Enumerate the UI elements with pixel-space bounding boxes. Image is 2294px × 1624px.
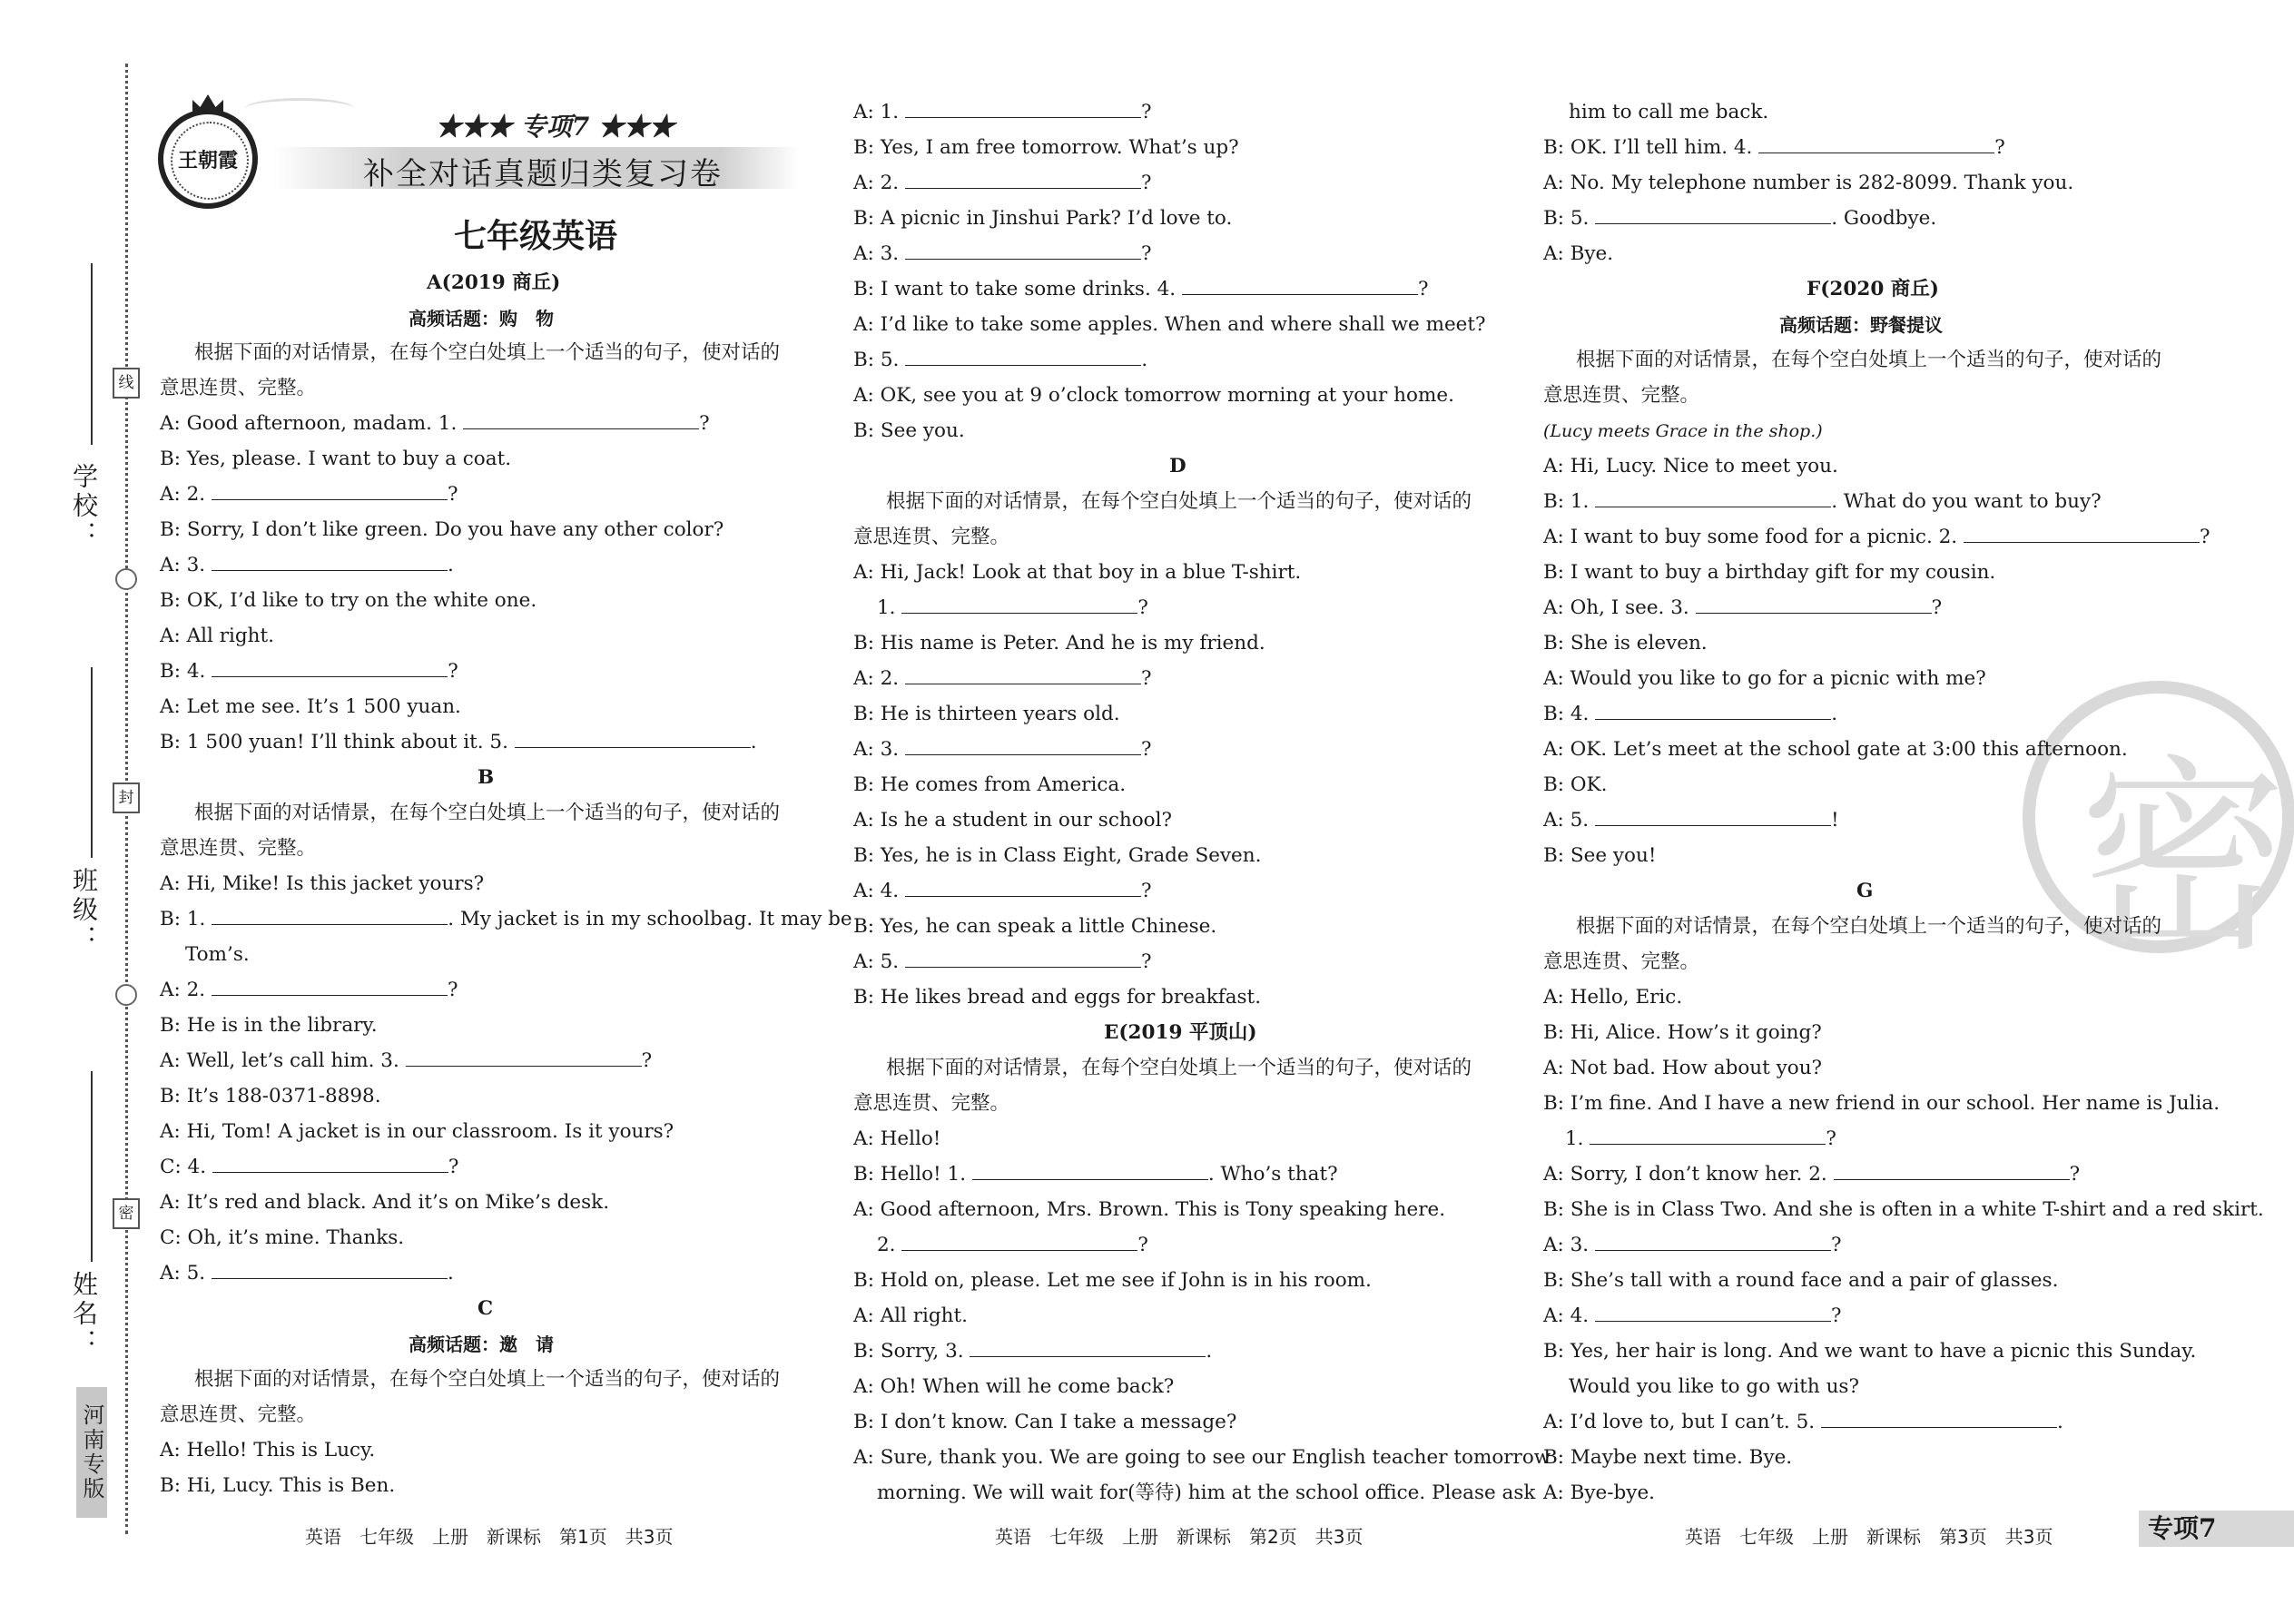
- binding-margin: [0, 0, 134, 1624]
- answer-blank[interactable]: [212, 1260, 448, 1279]
- answer-blank[interactable]: [901, 1232, 1137, 1251]
- section-d-heading: D: [1169, 455, 1186, 477]
- dialog-line: A: Hi, Mike! Is this jacket yours?: [160, 872, 485, 895]
- dialog-line: A: 5. ?: [853, 950, 1152, 973]
- dialog-line: B: Yes, I am free tomorrow. What’s up?: [853, 136, 1239, 159]
- answer-blank[interactable]: [406, 1048, 642, 1067]
- dialog-line: B: 5. .: [853, 349, 1148, 371]
- answer-blank[interactable]: [905, 878, 1141, 897]
- answer-blank[interactable]: [905, 736, 1141, 755]
- dialog-line: B: She is in Class Two. And she is often in a white T-shirt and a red skirt.: [1543, 1198, 2264, 1221]
- section-b-heading: B: [478, 766, 495, 789]
- dialog-line: B: OK, I’d like to try on the white one.: [160, 589, 537, 612]
- section-g-heading: G: [1856, 880, 1874, 902]
- dialog-line: A: Would you like to go for a picnic with me?: [1543, 667, 1986, 690]
- dialog-line: B: 1 500 yuan! I’ll think about it. 5. .: [160, 731, 757, 753]
- dialog-line: B: She’s tall with a round face and a pair of glasses.: [1543, 1269, 2059, 1292]
- dialog-line: B: Yes, her hair is long. And we want to have a picnic this Sunday.: [1543, 1340, 2197, 1363]
- dialog-line: B: He likes bread and eggs for breakfast.: [853, 986, 1262, 1009]
- class-field-line: [91, 667, 93, 858]
- dialog-line: A: Bye-bye.: [1543, 1481, 1656, 1504]
- dialog-line: A: Not bad. How about you?: [1543, 1057, 1823, 1079]
- instruction-g: 根据下面的对话情景，在每个空白处填上一个适当的句子，使对话的: [1576, 915, 2162, 938]
- dialog-line: B: OK.: [1543, 773, 1608, 796]
- banner-title: 补全对话真题归类复习卷: [363, 156, 723, 192]
- dialog-line: B: 4. .: [1543, 703, 1838, 725]
- section-e-heading: E(2019 平顶山): [1104, 1021, 1257, 1044]
- dialog-line: A: Hi, Lucy. Nice to meet you.: [1543, 455, 1838, 477]
- instruction-a-cont: 意思连贯、完整。: [160, 377, 317, 399]
- dialog-line: A: Well, let’s call him. 3. ?: [160, 1049, 653, 1072]
- dialog-line: A: Let me see. It’s 1 500 yuan.: [160, 695, 461, 718]
- dialog-line: 2. ?: [877, 1234, 1148, 1256]
- dialog-line: B: She is eleven.: [1543, 632, 1708, 655]
- dialog-line: A: OK, see you at 9 o’clock tomorrow morning at your home.: [853, 384, 1454, 407]
- page-footer-2: 英语 七年级 上册 新课标 第2页 共3页: [995, 1526, 1364, 1548]
- answer-blank[interactable]: [212, 481, 448, 500]
- dialog-line: A: Hi, Tom! A jacket is in our classroom. Is it yours?: [160, 1120, 674, 1143]
- dialog-line: B: He comes from America.: [853, 773, 1127, 796]
- dialog-line: B: I don’t know. Can I take a message?: [853, 1411, 1237, 1433]
- logo-text: 王朝霞: [177, 149, 238, 172]
- dialog-line: A: 2. ?: [160, 483, 458, 506]
- seal-char-secret: 密: [113, 1198, 140, 1229]
- stars-title: ★★★ 专项7 ★★★: [436, 112, 674, 142]
- instruction-e: 根据下面的对话情景，在每个空白处填上一个适当的句子，使对话的: [886, 1057, 1472, 1079]
- crown-icon: [192, 94, 223, 113]
- dialog-line: B: I want to buy a birthday gift for my cousin.: [1543, 561, 1996, 584]
- dialog-line: A: 2. ?: [853, 172, 1152, 194]
- edition-badge: 河南专版: [76, 1387, 107, 1518]
- dialog-line: 1. ?: [877, 596, 1148, 619]
- instruction-e-cont: 意思连贯、完整。: [853, 1092, 1010, 1115]
- dialog-line: A: 3. ?: [1543, 1234, 1842, 1256]
- dialog-line: B: Sorry, I don’t like green. Do you have any other color?: [160, 518, 724, 541]
- answer-blank[interactable]: [905, 241, 1141, 260]
- name-label: 姓名：: [69, 1271, 99, 1358]
- watermark-glyph-icon: 密: [2079, 738, 2289, 980]
- answer-blank[interactable]: [1595, 1232, 1831, 1251]
- instruction-f-cont: 意思连贯、完整。: [1543, 384, 1700, 407]
- instruction-f: 根据下面的对话情景，在每个空白处填上一个适当的句子，使对话的: [1576, 349, 2162, 371]
- answer-blank[interactable]: [1595, 701, 1831, 720]
- section-c-topic: 高频话题：邀 请: [409, 1334, 554, 1355]
- dialog-line: A: Good afternoon, Mrs. Brown. This is Tony speaking here.: [853, 1198, 1446, 1221]
- dialog-line: A: Oh, I see. 3. ?: [1543, 596, 1943, 619]
- answer-blank[interactable]: [901, 595, 1137, 614]
- answer-blank[interactable]: [905, 347, 1141, 366]
- dialog-line: A: Hi, Jack! Look at that boy in a blue T-shirt.: [853, 561, 1302, 584]
- dialog-line: B: OK. I’ll tell him. 4. ?: [1543, 136, 2005, 159]
- dialog-line: A: OK. Let’s meet at the school gate at 3:00 this afternoon.: [1543, 738, 2128, 761]
- dialog-line: A: Hello, Eric.: [1543, 986, 1683, 1009]
- dialog-line: A: 3. ?: [853, 738, 1152, 761]
- dialog-line: A: 3. ?: [853, 242, 1152, 265]
- instruction-c-cont: 意思连贯、完整。: [160, 1403, 317, 1426]
- instruction-a: 根据下面的对话情景，在每个空白处填上一个适当的句子，使对话的: [194, 341, 781, 364]
- instruction-d-cont: 意思连贯、完整。: [853, 526, 1010, 548]
- dialog-line: B: Hi, Lucy. This is Ben.: [160, 1474, 396, 1497]
- dialog-line: B: His name is Peter. And he is my friend.: [853, 632, 1265, 655]
- binding-hole-icon: [115, 568, 137, 590]
- answer-blank[interactable]: [212, 552, 448, 571]
- answer-blank[interactable]: [1821, 1409, 2057, 1428]
- answer-blank[interactable]: [212, 1154, 448, 1173]
- scene-note: (Lucy meets Grace in the shop.): [1543, 421, 1823, 441]
- dialog-line: A: 5. .: [160, 1262, 454, 1284]
- dialog-line: B: 5. . Goodbye.: [1543, 207, 1937, 230]
- answer-blank[interactable]: [1696, 595, 1932, 614]
- section-c-heading: C: [478, 1297, 494, 1320]
- dialog-line: Tom’s.: [185, 943, 250, 966]
- seal-char-seal: 封: [113, 782, 140, 813]
- answer-blank[interactable]: [905, 99, 1141, 118]
- answer-blank[interactable]: [970, 1338, 1206, 1357]
- answer-blank[interactable]: [905, 949, 1141, 968]
- binding-hole-icon: [115, 984, 137, 1006]
- dialog-line: A: Hello!: [853, 1127, 941, 1150]
- page-footer-3: 英语 七年级 上册 新课标 第3页 共3页: [1685, 1526, 2053, 1548]
- dialog-line: A: 2. ?: [853, 667, 1152, 690]
- dialog-line: B: Yes, he is in Class Eight, Grade Seven.: [853, 844, 1262, 867]
- dialog-line: A: 4. ?: [1543, 1304, 1842, 1327]
- answer-blank[interactable]: [212, 658, 448, 677]
- section-f-topic: 高频话题：野餐提议: [1779, 314, 1943, 336]
- dialog-line: him to call me back.: [1569, 101, 1769, 123]
- instruction-d: 根据下面的对话情景，在每个空白处填上一个适当的句子，使对话的: [886, 490, 1472, 513]
- answer-blank[interactable]: [212, 906, 448, 925]
- page-footer-1: 英语 七年级 上册 新课标 第1页 共3页: [305, 1526, 674, 1548]
- dialog-line: B: 1. . My jacket is in my schoolbag. It may be: [160, 908, 852, 930]
- dialog-line: A: It’s red and black. And it’s on Mike’s desk.: [160, 1191, 610, 1214]
- answer-blank[interactable]: [1834, 1161, 2070, 1180]
- dialog-line: A: 4. ?: [853, 880, 1152, 902]
- answer-blank[interactable]: [1595, 488, 1831, 507]
- answer-blank[interactable]: [905, 170, 1141, 189]
- answer-blank[interactable]: [1182, 276, 1418, 295]
- dialog-line: A: 3. .: [160, 554, 454, 576]
- dialog-line: A: Bye.: [1543, 242, 1614, 265]
- dialog-line: A: Is he a student in our school?: [853, 809, 1173, 832]
- dialog-line: A: Hello! This is Lucy.: [160, 1439, 376, 1462]
- section-a-heading: A(2019 商丘): [427, 271, 561, 294]
- dialog-line: A: I’d like to take some apples. When and where shall we meet?: [853, 313, 1486, 336]
- instruction-b-cont: 意思连贯、完整。: [160, 837, 317, 860]
- dialog-line: B: Yes, please. I want to buy a coat.: [160, 448, 512, 470]
- logo-emblem: [158, 109, 258, 209]
- dialog-line: A: I’d love to, but I can’t. 5. .: [1543, 1411, 2063, 1433]
- dialog-line: A: 5. !: [1543, 809, 1839, 832]
- dialog-line: B: Hold on, please. Let me see if John is in his room.: [853, 1269, 1372, 1292]
- dialog-line: B: He is thirteen years old.: [853, 703, 1120, 725]
- dialog-line: B: Hi, Alice. How’s it going?: [1543, 1021, 1822, 1044]
- name-field-line: [91, 1071, 93, 1262]
- seal-char-line: 线: [113, 368, 140, 399]
- dialog-line: A: 2. ?: [160, 979, 458, 1001]
- dialog-line: A: I want to buy some food for a picnic. 2. ?: [1543, 526, 2210, 548]
- answer-blank[interactable]: [212, 977, 448, 996]
- dialog-line: B: A picnic in Jinshui Park? I’d love to.: [853, 207, 1233, 230]
- dialog-line: A: Good afternoon, madam. 1. ?: [160, 412, 710, 435]
- answer-blank[interactable]: [1590, 1126, 1826, 1145]
- dialog-line: A: 1. ?: [853, 101, 1152, 123]
- dialog-line: B: Maybe next time. Bye.: [1543, 1446, 1793, 1469]
- section-badge-label: 专项7: [2148, 1513, 2217, 1543]
- dialog-line: B: See you.: [853, 419, 965, 442]
- dialog-line: B: Yes, he can speak a little Chinese.: [853, 915, 1217, 938]
- class-label: 班级：: [69, 867, 99, 954]
- section-a-topic: 高频话题：购 物: [409, 308, 554, 330]
- answer-blank[interactable]: [515, 729, 751, 748]
- dialog-line: A: All right.: [853, 1304, 968, 1327]
- instruction-g-cont: 意思连贯、完整。: [1543, 950, 1700, 973]
- dialog-line: B: It’s 188-0371-8898.: [160, 1085, 381, 1107]
- dialog-line: B: 1. . What do you want to buy?: [1543, 490, 2102, 513]
- dialog-line: B: Hello! 1. . Who’s that?: [853, 1163, 1338, 1186]
- dialog-line: B: See you!: [1543, 844, 1657, 867]
- dialog-line: Would you like to go with us?: [1569, 1375, 1859, 1398]
- answer-blank[interactable]: [1758, 134, 1994, 153]
- subject-title: 七年级英语: [454, 218, 618, 255]
- dialog-line: B: I’m fine. And I have a new friend in our school. Her name is Julia.: [1543, 1092, 2220, 1115]
- dialog-line: morning. We will wait for(等待) him at the school office. Please ask: [877, 1481, 1536, 1504]
- instruction-c: 根据下面的对话情景，在每个空白处填上一个适当的句子，使对话的: [194, 1368, 781, 1391]
- section-f-heading: F(2020 商丘): [1807, 278, 1939, 300]
- dialog-line: A: Sure, thank you. We are going to see our English teacher tomorrow: [853, 1446, 1551, 1469]
- answer-blank[interactable]: [1595, 1303, 1831, 1322]
- dialog-line: C: 4. ?: [160, 1156, 459, 1178]
- answer-blank[interactable]: [1595, 807, 1831, 826]
- answer-blank[interactable]: [463, 410, 699, 429]
- school-label: 学校：: [69, 463, 99, 550]
- answer-blank[interactable]: [905, 665, 1141, 684]
- dialog-line: A: Oh! When will he come back?: [853, 1375, 1175, 1398]
- school-field-line: [91, 263, 93, 445]
- dialog-line: B: 4. ?: [160, 660, 458, 683]
- dialog-line: A: No. My telephone number is 282-8099. Thank you.: [1543, 172, 2074, 194]
- dialog-line: A: Sorry, I don’t know her. 2. ?: [1543, 1163, 2081, 1186]
- dialog-line: 1. ?: [1565, 1127, 1836, 1150]
- dialog-line: B: I want to take some drinks. 4. ?: [853, 278, 1429, 300]
- dialog-line: C: Oh, it’s mine. Thanks.: [160, 1226, 405, 1249]
- ribbon-decoration: [245, 98, 354, 119]
- dialog-line: B: Sorry, 3. .: [853, 1340, 1213, 1363]
- dialog-line: A: All right.: [160, 625, 274, 647]
- answer-blank[interactable]: [1595, 205, 1831, 224]
- answer-blank[interactable]: [972, 1161, 1208, 1180]
- dialog-line: B: He is in the library.: [160, 1014, 378, 1037]
- instruction-b: 根据下面的对话情景，在每个空白处填上一个适当的句子，使对话的: [194, 802, 781, 824]
- answer-blank[interactable]: [1964, 524, 2200, 543]
